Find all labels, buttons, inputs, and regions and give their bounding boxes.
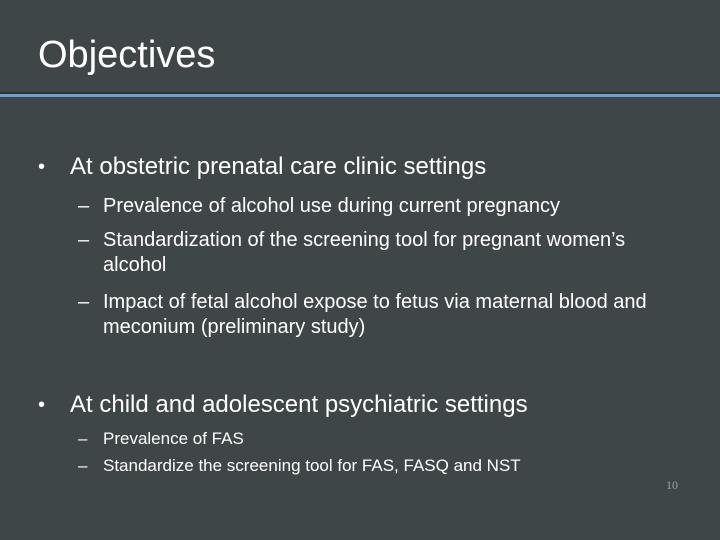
sub-item-standardization: [78, 228, 643, 278]
sub-item-text: Prevalence of FAS: [103, 429, 244, 448]
sub-item-impact: [78, 290, 663, 340]
dash-glyph: –: [78, 195, 90, 217]
sub-item-standardize-fas: [78, 453, 521, 479]
sub-item-prevalence-fas: [78, 426, 244, 452]
page-number: 10: [666, 478, 678, 492]
bullet-psychiatric: [38, 390, 528, 420]
dash-glyph: –: [78, 429, 88, 448]
dash-glyph: –: [78, 229, 90, 251]
bullet-obstetric: [38, 152, 486, 182]
title-divider: [0, 94, 720, 97]
bullet-glyph: •: [38, 156, 46, 178]
bullet-text: At obstetric prenatal care clinic settings: [70, 153, 487, 180]
bullet-text: At child and adolescent psychiatric settings: [70, 391, 528, 418]
dash-glyph: –: [78, 456, 88, 475]
dash-glyph: –: [78, 291, 90, 313]
sub-item-text: Standardization of the screening tool for pregnant women’s alcohol: [103, 229, 626, 276]
bullet-glyph: •: [38, 394, 46, 416]
sub-item-text: Prevalence of alcohol use during current pregnancy: [103, 195, 560, 217]
sub-item-prevalence-alcohol: [78, 194, 693, 219]
slide-title: Objectives: [38, 34, 216, 76]
sub-item-text: Standardize the screening tool for FAS, FASQ and NST: [103, 456, 521, 475]
sub-item-text: Impact of fetal alcohol expose to fetus via maternal blood and meconium (preliminary study): [103, 291, 647, 338]
